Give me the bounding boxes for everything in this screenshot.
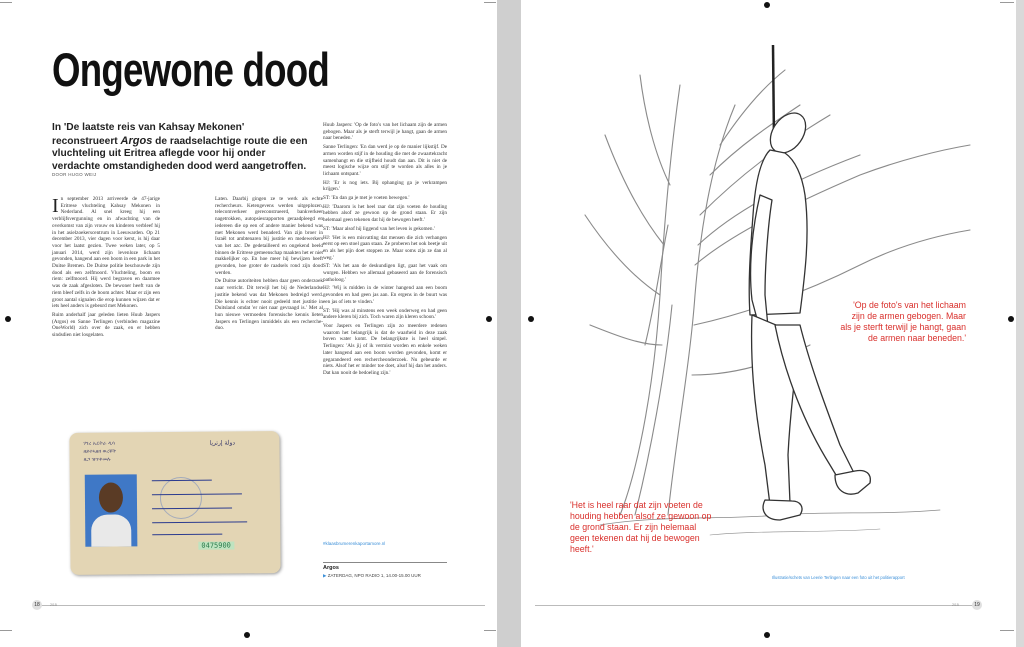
illustration-credit: Illustratie/schets van Leerie Terlingen naar een foto uit het politierapport — [772, 575, 905, 580]
page-number-left: 18 — [32, 600, 42, 610]
broadcast-title: Argos — [323, 565, 339, 571]
crop-mark — [1000, 630, 1014, 631]
registration-mark-icon — [528, 316, 534, 322]
spread-gutter — [497, 0, 521, 647]
registration-mark-icon — [1008, 316, 1014, 322]
interview-line: HJ: 'Het is een misvatting dat mensen die zich verhangen eerst op een stoel gaan staan. Ze proberen het ook beetje uit en als het pijn doet stoppen ze. Maar soms zijn ze dan al weg.' — [323, 234, 447, 261]
interview-line: Sanne Terlingen: 'En dan werd je op de manier lijkstijf. De armen worden stijf in de houding die met de zwaartekracht samenhangt en die stijfheid houdt dan aan. Dit is niet de meest logische wijze om stijf te worden als alles in je lichaam ontspant.' — [323, 144, 447, 177]
byline: DOOR HUGO WEIJ — [52, 172, 97, 177]
card-header-line: ሃገረ ኤርትራ ዲሳ — [83, 440, 115, 447]
interview-line: ST: 'Maar alsof hij liggend van het leven is gekomen.' — [323, 225, 435, 232]
stamp-icon — [160, 477, 202, 519]
footer-rule — [40, 605, 485, 606]
card-header-line: ዘይተኣዘዘ ወረቐት — [83, 448, 117, 455]
body-column-3 — [323, 122, 447, 379]
card-arabic-header: دولة إرتريا — [209, 439, 236, 447]
body-paragraph: De Duitse autoriteiten hebben daar geen onderzoek naar verricht. Dit terwijl het bij de Nederlandse justitie bekend was dat Mekonen bedreigd werd. Die kennis is echter nooit gedeeld met justitie in Duitsland omdat 'er niet naar gevraagd is.' Met al hun nieuwe vermoeden forensische kennis lieten Jaspers en Terlingen inmiddels als een recherche-duo. — [215, 278, 323, 332]
interview-line: HJ: 'Er is nog iets. Bij ophanging ga je verkrampen krijgen.' — [323, 179, 447, 193]
pull-quote-arms: 'Op de foto's van het lichaam zijn de armen gebogen. Maar als je sterft terwijl je hangt, gaan de armen naar beneden.' — [840, 300, 966, 343]
broadcast-time: ZATERDAG, NPO RADIO 1, 14.00-15.00 UUR — [327, 573, 421, 578]
registration-mark-icon — [486, 316, 492, 322]
body-paragraph: Laten. Daarbij gingen ze te werk als echte rechercheurs. Ketengevens werden uitgeplozen, telecomverkeer gereconstrueerd, bankverkeer nagetrokken, autopsiesrapporten geraadpleegd en iedereen die op een of andere manier bekend was met Mekonen werd benaderd. Van zijn broer in Israël tot ambtenaren bij justitie en medewerkers van het azc. De gedetailleerd en ongekend beeld binnen de Eritrese gemeenschap maakten het er niet makkelijker op. En hoe meer hij bewijzen heeft gevonden, hoe groter de raadsels rond zijn dood werden. — [215, 196, 323, 276]
footer-label-left: 2/15 — [50, 603, 57, 607]
body-column-2 — [215, 196, 323, 334]
page-number-right: 19 — [972, 600, 982, 610]
body-paragraph: n september 2013 arriveerde de 47-jarige Eritrese vluchteling Kahsay Mekonen in Nederland. Al snel kreeg hij een verblijfsvergunning en in afwachting van de overkomst van zijn vrouw en kinderen verbleef hij in het asielzoekerscentrum in Leeuwarden. Op 21 december 2013, vier dagen voor kerst, is hij daar voor het laatst gezien. Twee weken later, op 5 januari 2014, werd zijn levenloze lichaam gevonden, hangend aan een boom in een park in het Duitse Bremen. De Duitse politie beschouwde zijn dood als een zelfmoord. Vluchteling, boom en riem: zelfmoord. Hij werd begraven en daarmee was de zaak afgesloten. De bewoner heeft van de riem bleef zelfs in de boom achter. Maar er zijn een groot aantal signalen die erop kunnen wijzen dat er iets heel anders is gebeurd met Mekonen. — [52, 196, 160, 310]
broadcast-info — [323, 562, 447, 579]
body-paragraph: Ruim anderhalf jaar geleden lieten Huub Jaspers (Argos) en Sanne Terlingen (verbinden magazine OneWorld) zich over de zaak, en er hebben sindsdien niet losgelaten. — [52, 311, 160, 339]
registration-mark-icon — [5, 316, 11, 322]
body-column-1 — [52, 196, 160, 341]
interview-line: HJ: 'Daarom is het heel raar dat zijn voeten de houding hebben alsof ze gewoon op de grond staan. Er zijn helemaal geen tekenen dat hij de bewogen heeft.' — [323, 203, 447, 224]
crop-mark — [484, 2, 496, 3]
portrait-photo — [85, 474, 138, 546]
footer-rule — [535, 605, 980, 606]
interview-line: Huub Jaspers: 'Op de foto's van het lichaam zijn de armen gebogen. Maar als je sterft terwijl je hangt, gaan de armen naar beneden.' — [323, 122, 447, 142]
article-lede — [52, 122, 310, 173]
crop-mark — [484, 630, 496, 631]
body-paragraph: Voor Jaspers en Terlingen zijn zo meerdere redenen waarom het belangrijk is dat de waarheid in deze zaak boven water komt. De belangrijkste is heel simpel. Terlingen: 'Als jij of ik vermist worden en enkele weken later hangend aan een boom worden gevonden, komt er gegarandeerd een rechercheonderzoek. Nu gebeurde er niets. Alsof het er minder toe doet, alsof hij dan het anders. Dat kan nooit de bedoeling zijn.' — [323, 322, 447, 376]
crop-mark — [1000, 2, 1014, 3]
lede-suffix: de raadselachtige route die een vluchteling uit Eritrea aflegde voor hij onder verdachte omstandigheden dood werd aangetroffen. — [52, 135, 308, 172]
lede-emphasis: Argos — [120, 134, 153, 147]
crop-mark — [0, 2, 12, 3]
id-card-photo — [69, 431, 280, 575]
card-number: 0475900 — [198, 541, 234, 549]
interview-line: HJ: 'Wij is midden in de winter hangend aan een boom gevonden en had geen jas aan. En ergens in de buurt was een jas of iets te vinden.' — [323, 285, 447, 305]
registration-mark-icon — [764, 632, 770, 638]
crop-mark — [0, 630, 12, 631]
registration-mark-icon — [764, 2, 770, 8]
play-triangle-icon: ▶ — [323, 573, 327, 578]
article-title: Ongewone dood — [52, 43, 330, 96]
footer-label-right: 2/15 — [952, 603, 959, 607]
lede-prefix: In 'De laatste reis van Kahsay Mekonen' reconstrueert — [52, 122, 245, 147]
source-link[interactable]: #klaasbrumerenkaportamore.nl — [323, 541, 386, 546]
drop-cap: I — [52, 195, 59, 217]
interview-line: ST: 'En dan ga je met je voeten bewegen.' — [323, 195, 410, 202]
interview-line: ST: 'Als het aan de deskundigen ligt, gaat het vaak om wurgen. Hebben we allemaal gebaseerd aan de forensisch patholoog.' — [323, 263, 447, 283]
pull-quote-feet: 'Het is heel raar dat zijn voeten de houding hebben alsof ze gewoon op de grond staan. Er zijn helemaal geen tekenen dat hij de bewogen heeft.' — [570, 500, 712, 554]
card-header-line: ዜጋ ዝጥቀመሉ — [83, 456, 111, 463]
registration-mark-icon — [244, 632, 250, 638]
interview-line: ST: 'Hij was al minstens een week onderweg en had geen andere kleren bij zich. Toch waren zijn kleren schoon.' — [323, 307, 447, 321]
